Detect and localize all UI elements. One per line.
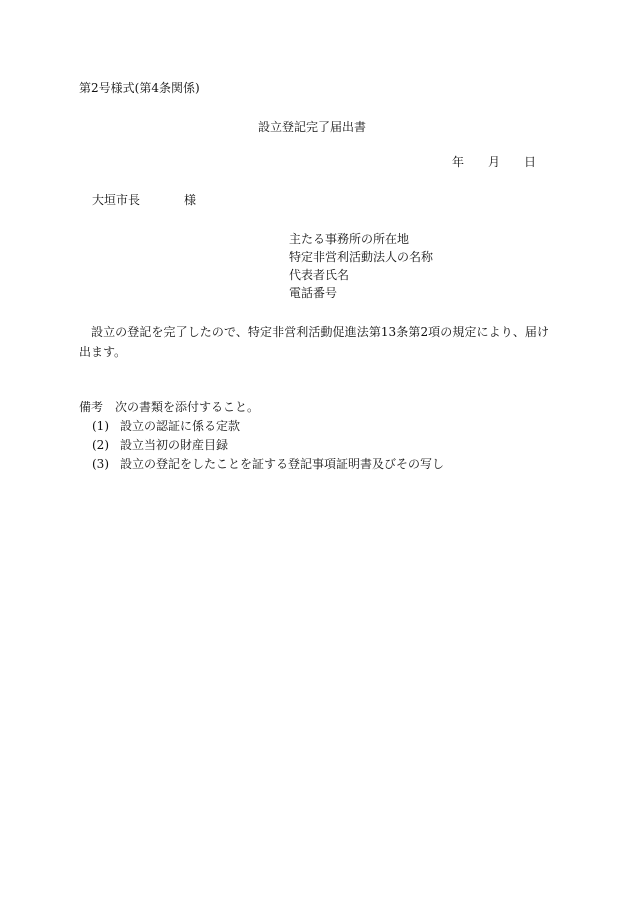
date-day-label: 日: [524, 155, 537, 169]
applicant-fields: [289, 230, 433, 302]
notification-body: 設立の登記を完了したので、特定非営利活動促進法第13条第2項の規定により、届け出ます。: [79, 325, 549, 359]
remarks-item-number: (3): [92, 457, 109, 471]
remarks-heading: [79, 398, 444, 417]
applicant-field-representative-name: 代表者氏名: [289, 268, 350, 282]
applicant-field-phone-number: 電話番号: [289, 286, 338, 300]
remarks-item: [79, 436, 444, 455]
addressee-honorific: 様: [184, 193, 197, 207]
remarks-section: [79, 398, 444, 474]
remarks-item-number: (2): [92, 438, 109, 452]
form-number: 第2号様式(第4条関係): [79, 81, 200, 95]
remarks-item-text: 設立の認証に係る定款: [120, 419, 241, 433]
date-year-label: 年: [452, 155, 465, 169]
document-title: 設立登記完了届出書: [258, 120, 367, 134]
remarks-item-number: (1): [92, 419, 109, 433]
remarks-item: [79, 455, 444, 474]
remarks-label: 備考: [79, 400, 104, 414]
remarks-item-text: 設立の登記をしたことを証する登記事項証明書及びその写し: [120, 457, 445, 471]
remarks-item-text: 設立当初の財産目録: [120, 438, 229, 452]
applicant-field-corporation-name: 特定非営利活動法人の名称: [289, 250, 434, 264]
date-line: [452, 154, 536, 170]
remarks-item: [79, 417, 444, 436]
applicant-field-office-address: 主たる事務所の所在地: [289, 232, 410, 246]
remarks-intro: 次の書類を添付すること。: [115, 400, 260, 414]
date-month-label: 月: [488, 155, 501, 169]
addressee: [92, 192, 196, 208]
addressee-mayor: 大垣市長: [92, 193, 141, 207]
